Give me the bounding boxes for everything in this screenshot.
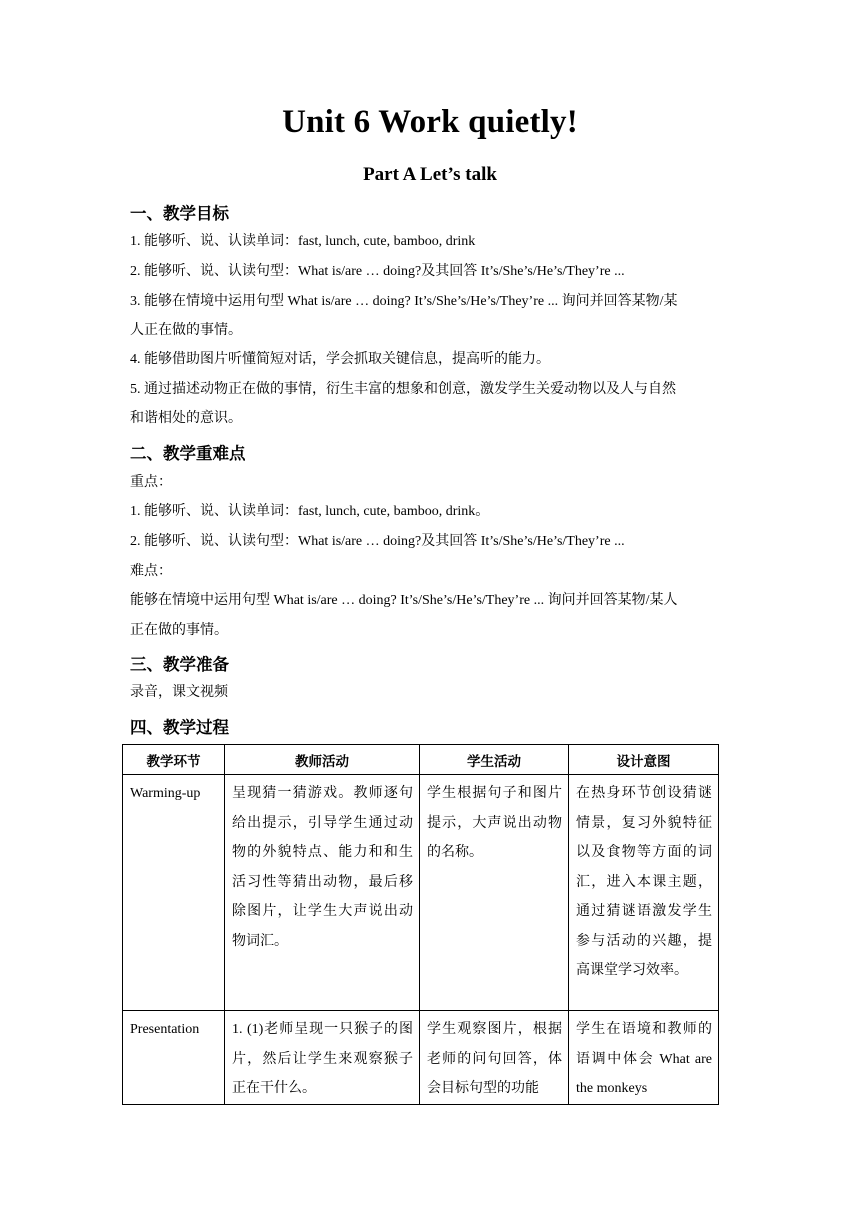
stage-cell: Presentation: [123, 1011, 225, 1105]
stage-cell: Warming-up: [123, 775, 225, 1011]
column-header: 学生活动: [420, 745, 569, 775]
process-table: [122, 744, 719, 1105]
student-activity-cell: 学生观察图片，根据老师的问句回答，体会目标句型的功能: [420, 1011, 569, 1105]
design-purpose-cell: 在热身环节创设猜谜情景，复习外貌特征以及食物等方面的词汇，进入本课主题，通过猜谜语激发学生参与活动的兴趣，提高课堂学习效率。: [569, 775, 719, 1011]
objective-line: 3. 能够在情境中运用句型 What is/are … doing? It’s/She’s/He’s/They’re ... 询问并回答某物/某: [130, 294, 678, 309]
preparation-line: 录音，课文视频: [130, 685, 228, 700]
key-point-line: 重点：: [130, 475, 172, 490]
column-header: 教师活动: [225, 745, 420, 775]
section-heading-objectives: 一、教学目标: [130, 204, 229, 223]
student-activity-cell: 学生根据句子和图片提示，大声说出动物的名称。: [420, 775, 569, 1011]
section-heading-preparation: 三、教学准备: [130, 655, 229, 674]
teacher-activity-cell: 1. (1)老师呈现一只猴子的图片，然后让学生来观察猴子正在干什么。: [225, 1011, 420, 1105]
objective-line: 2. 能够听、说、认读句型：What is/are … doing?及其回答 It’s/She’s/He’s/They’re ...: [130, 264, 625, 279]
section-heading-key-points: 二、教学重难点: [130, 444, 246, 463]
document-title: Unit 6 Work quietly!: [282, 104, 578, 140]
objective-line: 和谐相处的意识。: [130, 411, 242, 426]
document-subtitle: Part A Let’s talk: [363, 164, 497, 185]
objective-line: 5. 通过描述动物正在做的事情，衍生丰富的想象和创意，激发学生关爱动物以及人与自然: [130, 382, 676, 397]
design-purpose-cell: 学生在语境和教师的语调中体会 What are the monkeys: [569, 1011, 719, 1105]
column-header: 教学环节: [123, 745, 225, 775]
key-point-line: 2. 能够听、说、认读句型：What is/are … doing?及其回答 It’s/She’s/He’s/They’re ...: [130, 534, 625, 549]
column-header: 设计意图: [569, 745, 719, 775]
table-header-row: [123, 745, 719, 775]
table-row: [123, 775, 719, 1011]
key-point-line: 能够在情境中运用句型 What is/are … doing? It’s/She’s/He’s/They’re ... 询问并回答某物/某人: [130, 593, 678, 608]
objective-line: 4. 能够借助图片听懂简短对话，学会抓取关键信息，提高听的能力。: [130, 352, 550, 367]
key-point-line: 1. 能够听、说、认读单词：fast, lunch, cute, bamboo, drink。: [130, 504, 490, 519]
table-row: [123, 1011, 719, 1105]
key-point-line: 难点：: [130, 564, 172, 579]
section-heading-process: 四、教学过程: [130, 718, 229, 737]
objective-line: 1. 能够听、说、认读单词：fast, lunch, cute, bamboo, drink: [130, 234, 476, 249]
key-point-line: 正在做的事情。: [130, 623, 228, 638]
teacher-activity-cell: 呈现猜一猜游戏。教师逐句给出提示，引导学生通过动物的外貌特点、能力和和生活习性等猜出动物，最后移除图片，让学生大声说出动物词汇。: [225, 775, 420, 1011]
objective-line: 人正在做的事情。: [130, 323, 242, 338]
